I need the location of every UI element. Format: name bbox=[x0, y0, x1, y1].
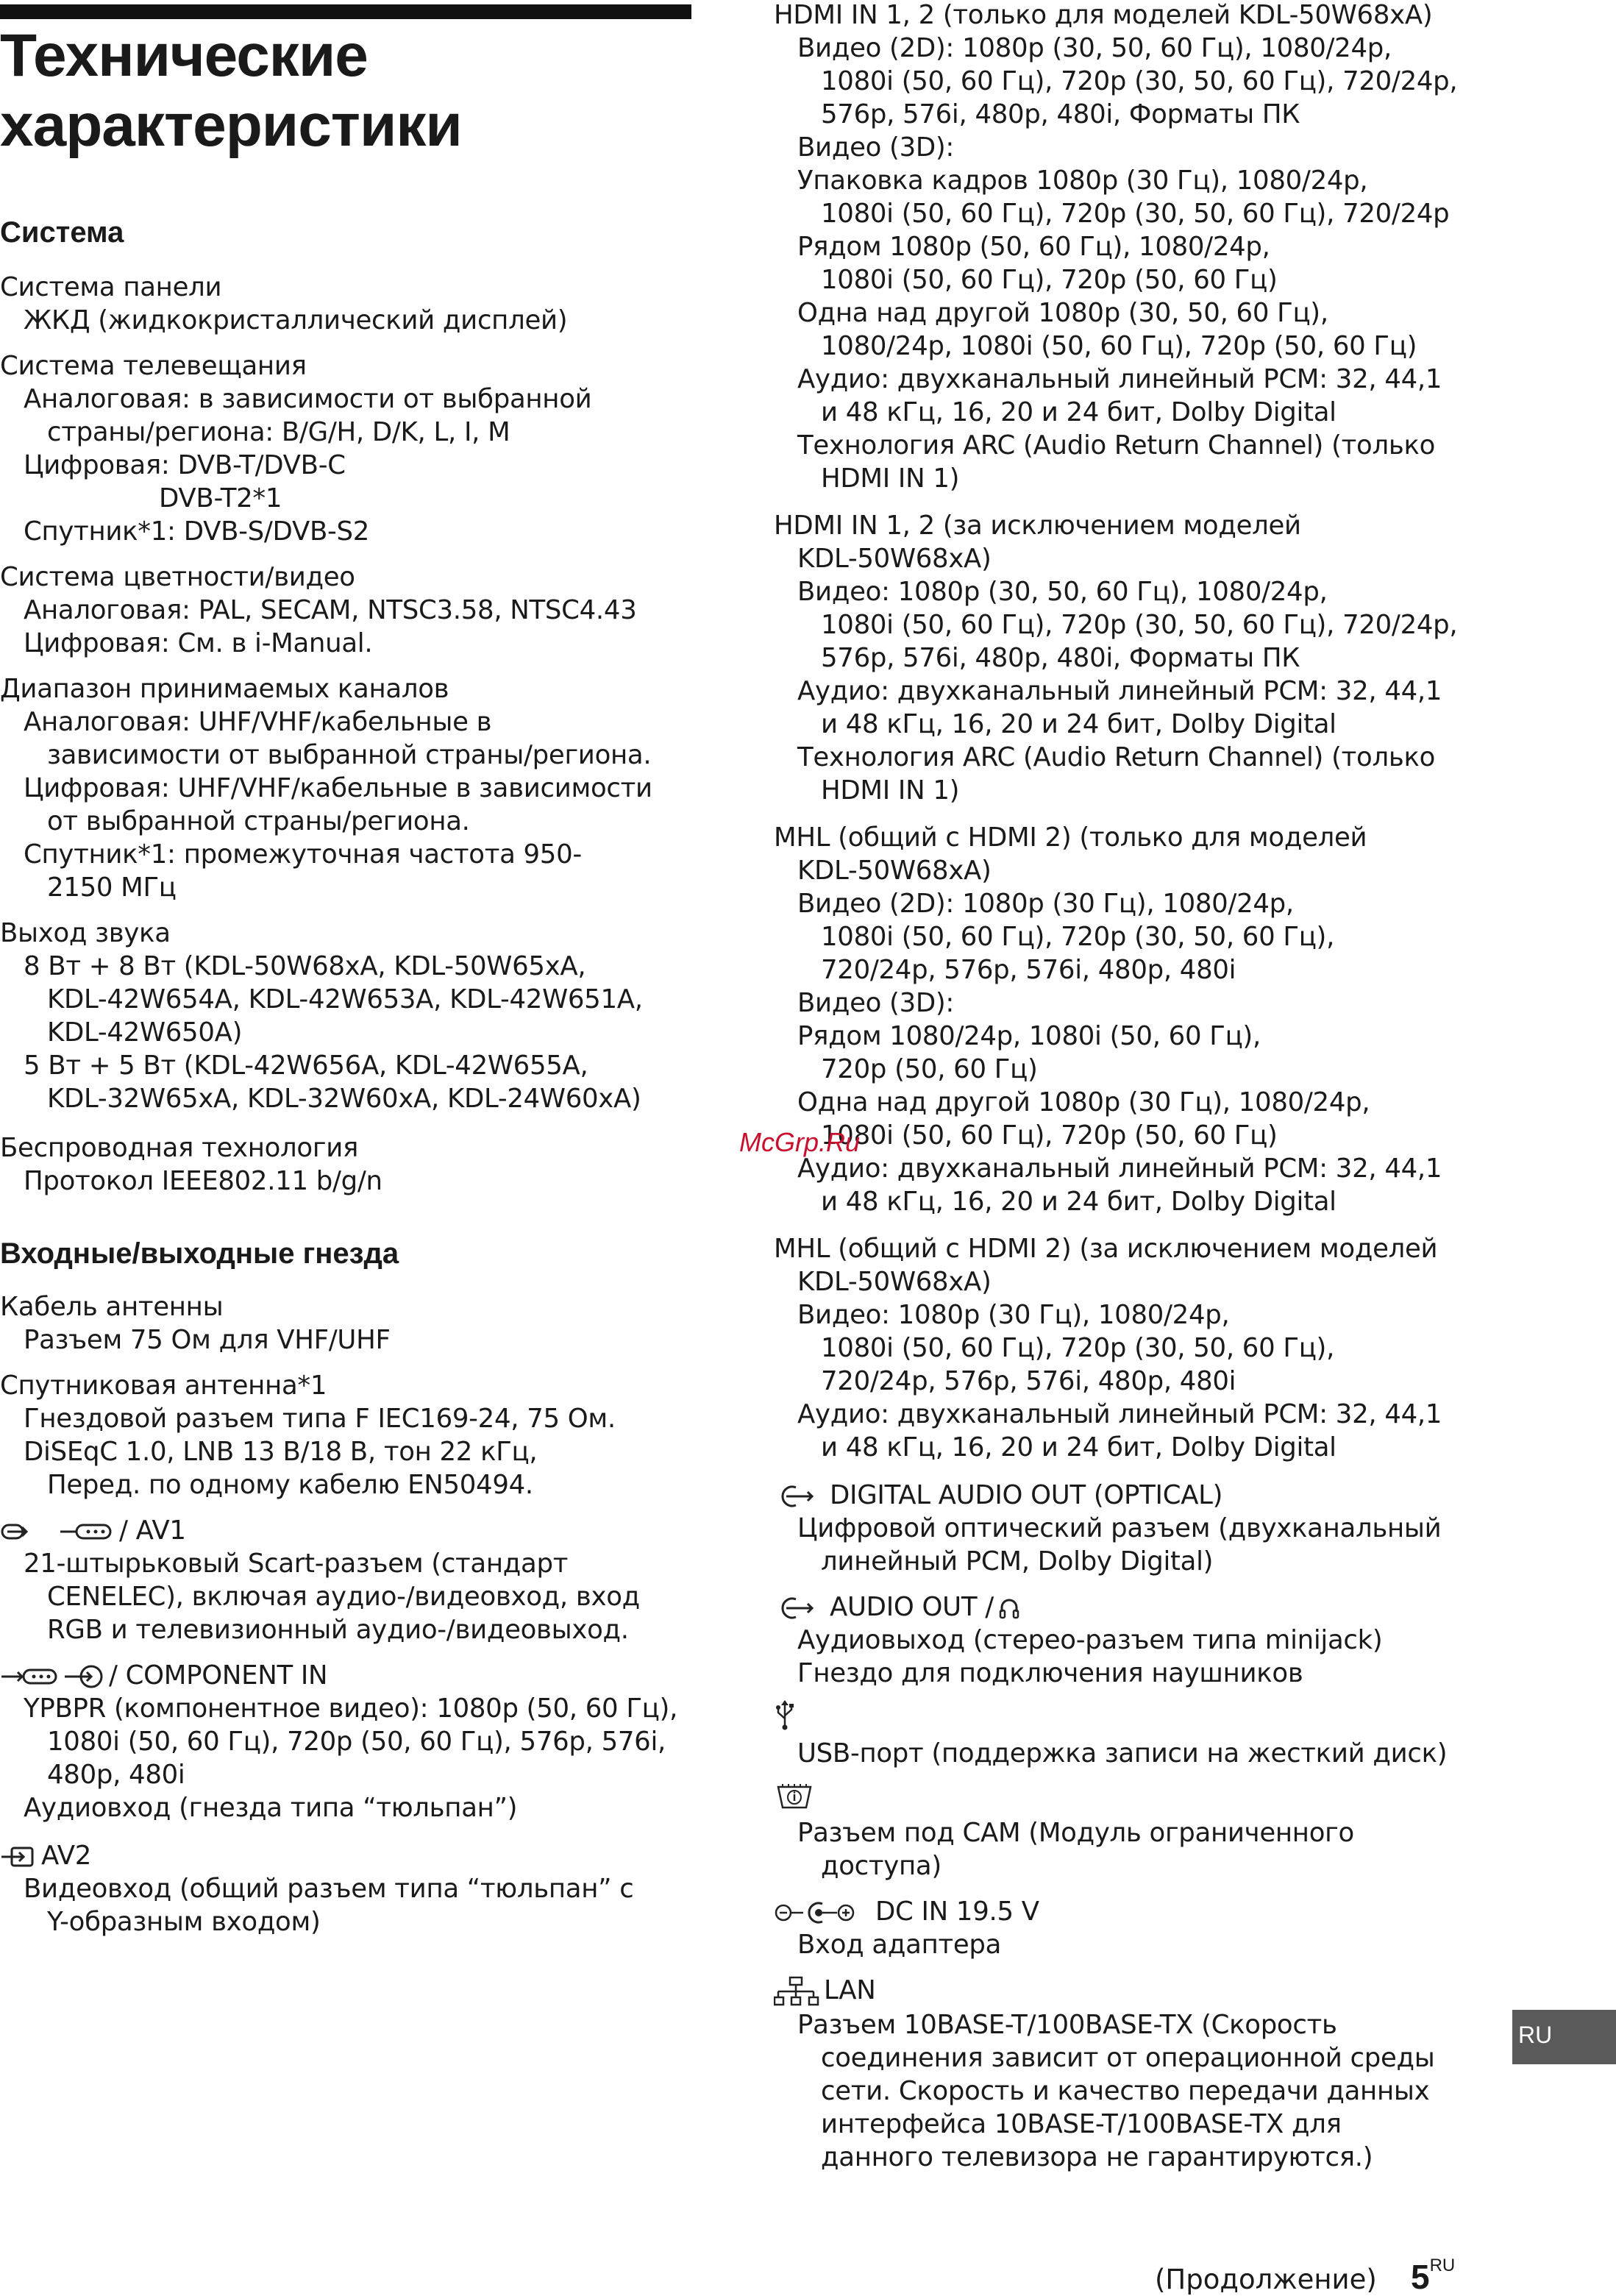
spec-value: Цифровая: См. в i-Manual. bbox=[24, 628, 373, 658]
spec-value: Аудио: двухканальный линейный PCM: 32, 44,1 bbox=[797, 364, 1442, 394]
spec-value: 5 Вт + 5 Вт (KDL-42W656A, KDL-42W655A, bbox=[24, 1051, 588, 1081]
page-number: $5^{RU}$ bbox=[1411, 2256, 1456, 2296]
spec-value: 720/24p, 576p, 576i, 480p, 480i bbox=[821, 955, 1236, 985]
spec-value: Разъем 10BASE-T/100BASE-TX (Скорость bbox=[797, 2010, 1337, 2040]
top-rule bbox=[0, 4, 691, 19]
spec-value: данного телевизора не гарантируются.) bbox=[821, 2142, 1373, 2172]
lan-network-icon bbox=[774, 1975, 819, 2008]
spec-label: HDMI IN 1, 2 (только для моделей KDL-50W68xA) bbox=[774, 0, 1433, 30]
spec-value: HDMI IN 1) bbox=[821, 775, 960, 806]
spec-value: Видео (3D): bbox=[797, 132, 955, 163]
spec-value: Цифровая: DVB-T/DVB-C bbox=[24, 450, 346, 480]
page-title-line-1: Технические bbox=[0, 22, 368, 89]
spec-value: 1080i (50, 60 Гц), 720p (30, 50, 60 Гц), bbox=[821, 1333, 1335, 1363]
spec-value: Видео (2D): 1080p (30, 50, 60 Гц), 1080/24p, bbox=[797, 33, 1392, 63]
spec-value: Видео (2D): 1080p (30 Гц), 1080/24p, bbox=[797, 889, 1294, 919]
spec-value: Одна над другой 1080p (30, 50, 60 Гц), bbox=[797, 298, 1328, 328]
spec-value: и 48 кГц, 16, 20 и 24 бит, Dolby Digital bbox=[821, 709, 1336, 739]
section-heading-system: Система bbox=[0, 216, 124, 249]
spec-value: KDL-42W654A, KDL-42W653A, KDL-42W651A, bbox=[47, 984, 643, 1014]
spec-value: Видео: 1080p (30, 50, 60 Гц), 1080/24p, bbox=[797, 577, 1328, 607]
headphones-icon bbox=[998, 1596, 1020, 1621]
spec-value: Цифровая: UHF/VHF/кабельные в зависимости bbox=[24, 773, 652, 803]
spec-value: KDL-32W65xA, KDL-32W60xA, KDL-24W60xA) bbox=[47, 1084, 641, 1114]
spec-value: DiSEqC 1.0, LNB 13 B/18 B, тон 22 кГц, bbox=[24, 1437, 538, 1467]
spec-value: 2150 МГц bbox=[47, 872, 177, 903]
spec-value: CENELEC), включая аудио-/видеовход, вход bbox=[47, 1582, 640, 1612]
spec-value: Аналоговая: UHF/VHF/кабельные в bbox=[24, 707, 492, 737]
connector-lan: LAN bbox=[774, 1974, 876, 2008]
spec-value: KDL-50W68xA) bbox=[797, 544, 992, 574]
spec-value: Гнездовой разъем типа F IEC169-24, 75 Ом. bbox=[24, 1404, 616, 1434]
connector-dc-in: DC IN 19.5 V bbox=[774, 1895, 1039, 1928]
spec-value: от выбранной страны/региона. bbox=[47, 806, 470, 836]
spec-value: Аудио: двухканальный линейный PCM: 32, 44,1 bbox=[797, 1154, 1442, 1184]
spec-value: 1080/24p, 1080i (50, 60 Гц), 720p (50, 60 Гц) bbox=[821, 331, 1417, 361]
spec-label: Система панели bbox=[0, 272, 222, 302]
spec-value: USB-порт (поддержка записи на жесткий диск) bbox=[797, 1738, 1448, 1769]
spec-value: и 48 кГц, 16, 20 и 24 бит, Dolby Digital bbox=[821, 1432, 1336, 1462]
spec-value: интерфейса 10BASE-T/100BASE-TX для bbox=[821, 2109, 1342, 2139]
spec-value: ЖКД (жидкокристаллический дисплей) bbox=[24, 305, 568, 335]
spec-value: 1080i (50, 60 Гц), 720p (30, 50, 60 Гц), bbox=[821, 922, 1335, 952]
spec-value: страны/региона: B/G/H, D/K, L, I, M bbox=[47, 417, 510, 447]
spec-value: Аудиовыход (стерео-разъем типа minijack) bbox=[797, 1625, 1383, 1655]
watermark: McGrp.Ru bbox=[739, 1127, 861, 1157]
continued-note: (Продолжение) bbox=[1155, 2264, 1377, 2295]
spec-value: 8 Вт + 8 Вт (KDL-50W68xA, KDL-50W65xA, bbox=[24, 951, 586, 981]
spec-value: Упаковка кадров 1080p (30 Гц), 1080/24p, bbox=[797, 166, 1368, 196]
spec-value: Спутник*1: промежуточная частота 950- bbox=[24, 839, 582, 870]
spec-value: 1080i (50, 60 Гц), 720p (50, 60 Гц), 576p, 576i, bbox=[47, 1727, 666, 1757]
spec-value: Перед. по одному кабелю EN50494. bbox=[47, 1470, 533, 1500]
spec-value: 576p, 576i, 480p, 480i, Форматы ПК bbox=[821, 643, 1300, 673]
cam-icon-line bbox=[774, 1779, 819, 1812]
spec-value: Гнездо для подключения наушников bbox=[797, 1658, 1303, 1688]
spec-value: Видеовход (общий разъем типа “тюльпан” с bbox=[24, 1874, 634, 1904]
page-number-suffix: RU bbox=[1429, 2256, 1456, 2275]
spec-value: KDL-42W650A) bbox=[47, 1017, 243, 1048]
spec-value: HDMI IN 1) bbox=[821, 463, 960, 494]
spec-value: сети. Скорость и качество передачи данных bbox=[821, 2076, 1430, 2106]
spec-value: RGB и телевизионный аудио-/видеовыход. bbox=[47, 1615, 629, 1645]
spec-value: Технология ARC (Audio Return Channel) (только bbox=[797, 430, 1436, 461]
spec-value: Аудио: двухканальный линейный PCM: 32, 44,1 bbox=[797, 1399, 1442, 1429]
optical-out-icon bbox=[774, 1483, 825, 1510]
spec-value: 1080i (50, 60 Гц), 720p (50, 60 Гц) bbox=[821, 1120, 1278, 1151]
spec-value: доступа) bbox=[821, 1851, 942, 1881]
spec-value: Y-образным входом) bbox=[47, 1907, 321, 1937]
spec-value: Видео: 1080p (30 Гц), 1080/24p, bbox=[797, 1300, 1230, 1330]
spec-value: Одна над другой 1080p (30 Гц), 1080/24p, bbox=[797, 1087, 1370, 1117]
spec-value: Аудио: двухканальный линейный PCM: 32, 44,1 bbox=[797, 676, 1442, 706]
spec-value: Разъем 75 Ом для VHF/UHF bbox=[24, 1325, 391, 1355]
spec-value: Протокол IEEE802.11 b/g/n bbox=[24, 1166, 382, 1196]
spec-label: MHL (общий с HDMI 2) (за исключением моделей bbox=[774, 1234, 1438, 1264]
spec-label: Система цветности/видео bbox=[0, 562, 355, 592]
spec-label: Кабель антенны bbox=[0, 1292, 224, 1322]
spec-label: HDMI IN 1, 2 (за исключением моделей bbox=[774, 511, 1301, 541]
av2-in-icon bbox=[0, 1844, 37, 1870]
connector-av2: AV2 bbox=[0, 1839, 91, 1872]
spec-value: и 48 кГц, 16, 20 и 24 бит, Dolby Digital bbox=[821, 397, 1336, 427]
dc-polarity-icon bbox=[774, 1899, 871, 1926]
spec-label: Система телевещания bbox=[0, 351, 307, 381]
connector-av1: / AV1 bbox=[0, 1514, 186, 1547]
spec-value: зависимости от выбранной страны/региона. bbox=[47, 740, 652, 770]
spec-value: Разъем под CAM (Модуль ограниченного bbox=[797, 1818, 1354, 1848]
spec-value: 720/24p, 576p, 576i, 480p, 480i bbox=[821, 1366, 1236, 1396]
connector-audio-out: AUDIO OUT / bbox=[774, 1591, 1025, 1624]
connector-digital-audio-out: DIGITAL AUDIO OUT (OPTICAL) bbox=[774, 1479, 1222, 1512]
video-in-icon bbox=[63, 1663, 104, 1690]
spec-value: KDL-50W68xA) bbox=[797, 856, 992, 886]
spec-value: 1080i (50, 60 Гц), 720p (30, 50, 60 Гц), 720/24p, bbox=[821, 610, 1458, 640]
language-side-tab bbox=[1512, 2010, 1616, 2064]
spec-value: YPBPR (компонентное видео): 1080p (50, 60 Гц), bbox=[24, 1693, 678, 1724]
spec-value: Технология ARC (Audio Return Channel) (только bbox=[797, 742, 1436, 772]
spec-label: Диапазон принимаемых каналов bbox=[0, 674, 449, 704]
spec-value: 720p (50, 60 Гц) bbox=[821, 1054, 1038, 1084]
usb-icon bbox=[774, 1698, 796, 1730]
spec-value: Аналоговая: PAL, SECAM, NTSC3.58, NTSC4.43 bbox=[24, 595, 637, 625]
spec-value: DVB-T2*1 bbox=[159, 483, 282, 513]
spec-value: 480p, 480i bbox=[47, 1760, 185, 1790]
spec-label: Спутниковая антенна*1 bbox=[0, 1371, 327, 1401]
spec-value: 21-штырьковый Scart-разъем (стандарт bbox=[24, 1549, 569, 1579]
spec-value: Спутник*1: DVB-S/DVB-S2 bbox=[24, 516, 370, 547]
spec-label: MHL (общий с HDMI 2) (только для моделей bbox=[774, 822, 1367, 853]
spec-value: 1080i (50, 60 Гц), 720p (50, 60 Гц) bbox=[821, 265, 1278, 295]
scart-in-out-icon bbox=[0, 1518, 53, 1545]
spec-value: 1080i (50, 60 Гц), 720p (30, 50, 60 Гц), 720/24p bbox=[821, 199, 1450, 229]
spec-value: Аудиовход (гнезда типа “тюльпан”) bbox=[24, 1793, 518, 1823]
cam-slot-icon bbox=[774, 1781, 815, 1812]
spec-label: Выход звука bbox=[0, 918, 171, 948]
component-in-icon bbox=[0, 1663, 59, 1690]
connector-component-in: / COMPONENT IN bbox=[0, 1659, 327, 1692]
spec-label: Беспроводная технология bbox=[0, 1133, 359, 1163]
language-tab-label: RU bbox=[1518, 2022, 1553, 2048]
audio-out-icon bbox=[774, 1595, 825, 1621]
spec-value: Аналоговая: в зависимости от выбранной bbox=[24, 384, 592, 414]
section-heading-io: Входные/выходные гнезда bbox=[0, 1237, 399, 1270]
spec-value: 1080i (50, 60 Гц), 720p (30, 50, 60 Гц), 720/24p, bbox=[821, 66, 1458, 96]
spec-value: 576p, 576i, 480p, 480i, Форматы ПК bbox=[821, 99, 1300, 129]
usb-icon-line bbox=[774, 1696, 800, 1730]
spec-value: Рядом 1080/24p, 1080i (50, 60 Гц), bbox=[797, 1021, 1261, 1051]
spec-value: Цифровой оптический разъем (двухканальный bbox=[797, 1513, 1442, 1543]
scart-out-icon bbox=[57, 1518, 115, 1545]
spec-value: Вход адаптера bbox=[797, 1930, 1002, 1960]
spec-value: Рядом 1080p (50, 60 Гц), 1080/24p, bbox=[797, 232, 1270, 262]
spec-value: и 48 кГц, 16, 20 и 24 бит, Dolby Digital bbox=[821, 1187, 1336, 1217]
page-title-line-2: характеристики bbox=[0, 92, 462, 159]
spec-value: линейный PCM, Dolby Digital) bbox=[821, 1546, 1214, 1577]
spec-value: Видео (3D): bbox=[797, 988, 955, 1018]
spec-value: KDL-50W68xA) bbox=[797, 1267, 992, 1297]
spec-value: соединения зависит от операционной среды bbox=[821, 2043, 1435, 2073]
